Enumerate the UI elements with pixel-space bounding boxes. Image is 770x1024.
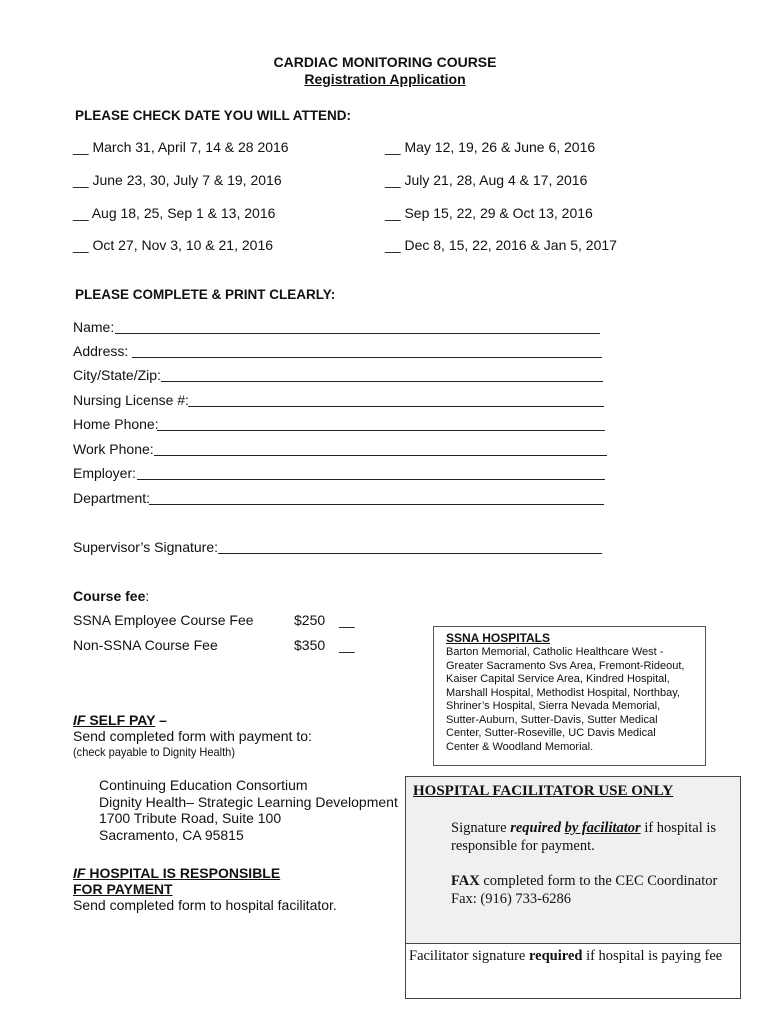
supervisor-signature-label: Supervisor’s Signature:: [73, 539, 219, 555]
dates-heading: PLEASE CHECK DATE YOU WILL ATTEND:: [75, 108, 352, 123]
facilitator-box: [405, 776, 741, 999]
ssna-hospitals-heading: SSNA HOSPITALS: [446, 631, 551, 645]
form-heading: PLEASE COMPLETE & PRINT CLEARLY:: [75, 287, 336, 302]
employee-fee-check[interactable]: __: [339, 612, 355, 628]
hospital-pay-instruction: Send completed form to hospital facilitator.: [73, 897, 337, 913]
employer-field[interactable]: [137, 478, 605, 480]
form-subtitle: Registration Application: [304, 71, 466, 87]
work-phone-field[interactable]: [154, 454, 607, 456]
employer-label: Employer:: [73, 465, 137, 481]
mailing-address: Continuing Education Consortium Dignity Health– Strategic Learning Development 1700 Tribute Road, Suite 100 Sacramento, CA 95815: [99, 777, 398, 843]
address-label: Address:: [73, 343, 129, 359]
department-field[interactable]: [149, 503, 604, 505]
facilitator-heading: HOSPITAL FACILITATOR USE ONLY: [413, 783, 674, 799]
nursing-license-field[interactable]: [188, 405, 604, 407]
employee-fee-amount: $250: [294, 612, 326, 628]
date-option[interactable]: __ May 12, 19, 26 & June 6, 2016: [385, 139, 596, 155]
self-pay-heading: IF SELF PAY –: [73, 712, 167, 728]
non-ssna-fee-label: Non-SSNA Course Fee: [73, 637, 218, 653]
form-title: CARDIAC MONITORING COURSE: [273, 54, 497, 70]
hospital-pay-heading: IF HOSPITAL IS RESPONSIBLE FOR PAYMENT: [73, 865, 281, 897]
self-pay-instruction: Send completed form with payment to:: [73, 728, 312, 744]
non-ssna-fee-check[interactable]: __: [339, 637, 355, 653]
supervisor-signature-field[interactable]: [218, 552, 602, 554]
date-option[interactable]: __ Sep 15, 22, 29 & Oct 13, 2016: [385, 205, 593, 221]
facilitator-signature-note: Signature required by facilitator if hospital is responsible for payment.: [451, 820, 717, 854]
date-option[interactable]: __ June 23, 30, July 7 & 19, 2016: [73, 172, 282, 188]
nursing-license-label: Nursing License #:: [73, 392, 189, 408]
date-option[interactable]: __ Dec 8, 15, 22, 2016 & Jan 5, 2017: [385, 237, 617, 253]
date-option[interactable]: __ Aug 18, 25, Sep 1 & 13, 2016: [73, 205, 276, 221]
course-fee-heading: Course fee:: [73, 588, 150, 604]
ssna-hospitals-box: [433, 626, 706, 766]
date-option[interactable]: __ Oct 27, Nov 3, 10 & 21, 2016: [73, 237, 274, 253]
city-state-zip-label: City/State/Zip:: [73, 367, 161, 383]
fax-number: Fax: (916) 733-6286: [451, 891, 572, 907]
name-label: Name:: [73, 319, 115, 335]
date-option[interactable]: __ July 21, 28, Aug 4 & 17, 2016: [385, 172, 588, 188]
address-field[interactable]: [132, 356, 602, 358]
facilitator-signature-label: Facilitator signature required if hospital is paying fee: [409, 948, 723, 964]
department-label: Department:: [73, 490, 151, 506]
facilitator-fax-note: FAX completed form to the CEC Coordinator Fax: (916) 733-6286: [451, 873, 718, 907]
city-state-zip-field[interactable]: [161, 380, 603, 382]
ssna-hospitals-list: Barton Memorial, Catholic Healthcare West - Greater Sacramento Svs Area, Fremont-Rideout, Kaiser Capital Service Area, Kindred Hospital, Marshall Hospital, Methodist Hospital, Northbay, Shriner’s Hospital, Sierra Nevada Memorial, Sutter-Auburn, Sutter-Davis, Sutter Medical Center, Sutter-Roseville, UC Davis Medical Center & Woodland Memorial.: [446, 646, 685, 753]
name-field[interactable]: [115, 332, 600, 334]
self-pay-check-note: (check payable to Dignity Health): [73, 745, 236, 759]
facilitator-signature-area[interactable]: [406, 943, 740, 998]
work-phone-label: Work Phone:: [73, 441, 154, 457]
non-ssna-fee-amount: $350: [294, 637, 326, 653]
home-phone-field[interactable]: [157, 429, 605, 431]
date-option[interactable]: __ March 31, April 7, 14 & 28 2016: [73, 139, 289, 155]
home-phone-label: Home Phone:: [73, 416, 159, 432]
employee-fee-label: SSNA Employee Course Fee: [73, 612, 254, 628]
